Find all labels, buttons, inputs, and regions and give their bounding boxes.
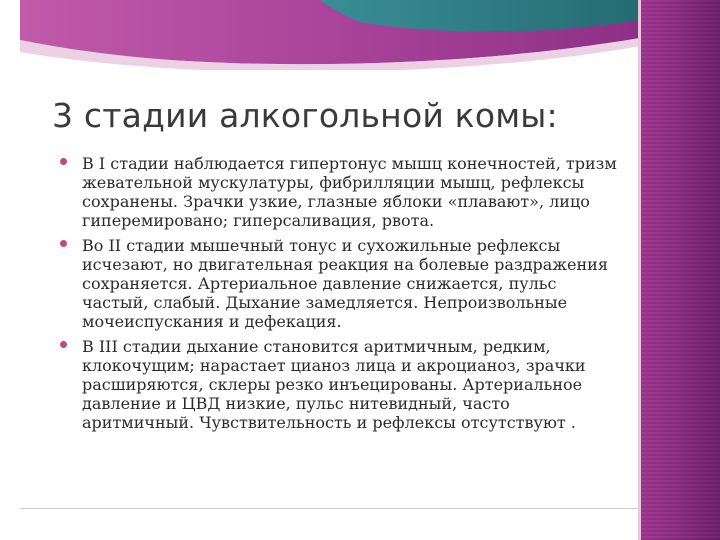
bullet-dot-icon <box>60 341 67 348</box>
slide-bottom-border <box>20 508 638 509</box>
bullet-text: Во II стадии мышечный тонус и сухожильные рефлексы исчезают, но двигательная реакция на болевые раздражения сохраняется. Артериальное давление снижается, пульс частый, слабый. Дыхание замедляется. Непроизвольные мочеиспускания и дефекация. <box>82 236 608 331</box>
right-band-texture <box>641 0 720 540</box>
bullet-text: В III стадии дыхание становится аритмичным, редким, клокочущим; нарастает цианоз лица и акроцианоз, зрачки расширяются, склеры резко инъецированы. Артериальное давление и ЦВД низкие, пульс нитевидный, часто аритмичный. Чувствительность и рефлексы отсутствуют . <box>82 337 586 432</box>
top-decoration <box>20 0 640 70</box>
bullet-stage-1 <box>58 154 618 230</box>
bullet-dot-icon <box>60 240 67 247</box>
bullet-stage-2 <box>58 236 618 331</box>
bullet-text: В I стадии наблюдается гипертонус мышц конечностей, тризм жевательной мускулатуры, фибрилляции мышц, рефлексы сохранены. Зрачки узкие, глазные яблоки «плавают», лицо гиперемировано; гиперсаливация, рвота. <box>82 154 617 230</box>
bullet-list <box>58 154 618 438</box>
bullet-stage-3 <box>58 337 618 432</box>
left-margin <box>0 0 20 540</box>
bullet-dot-icon <box>60 158 67 165</box>
slide-title: 3 стадии алкогольной комы: <box>52 96 558 135</box>
